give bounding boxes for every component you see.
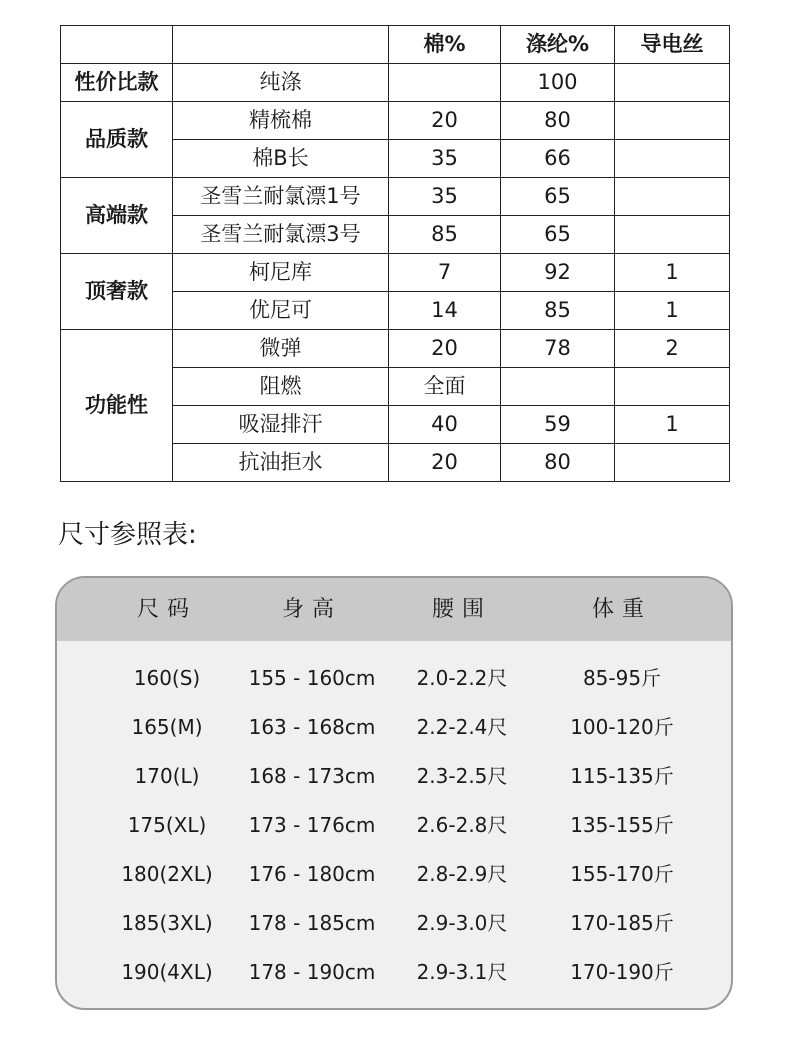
fabric-name-cell: 纯涤 <box>173 64 389 102</box>
weight-cell: 135-155斤 <box>570 813 674 837</box>
height-cell: 176 - 180cm <box>248 862 376 886</box>
size-row <box>57 752 731 801</box>
fabric-name-cell: 抗油拒水 <box>173 444 389 482</box>
category-cell: 顶奢款 <box>61 254 173 330</box>
cotton-percent-cell: 85 <box>389 216 501 254</box>
size-chart-card <box>55 576 733 1010</box>
cotton-percent-cell: 7 <box>389 254 501 292</box>
fabric-name-cell: 棉B长 <box>173 140 389 178</box>
size-cell: 190(4XL) <box>121 960 213 984</box>
fabric-name-cell: 柯尼库 <box>173 254 389 292</box>
fabric-row <box>61 64 730 102</box>
cotton-percent-cell: 20 <box>389 330 501 368</box>
size-chart-heading: 尺寸参照表: <box>58 520 197 550</box>
conductive-thread-cell: 2 <box>615 330 730 368</box>
fabric-name-header-cell <box>173 26 389 64</box>
cotton-percent-cell: 40 <box>389 406 501 444</box>
size-column-header: 尺码 <box>136 597 197 622</box>
size-cell: 170(L) <box>134 764 200 788</box>
polyester-percent-cell: 80 <box>501 102 615 140</box>
waist-cell: 2.9-3.0尺 <box>416 911 508 935</box>
waist-cell: 2.0-2.2尺 <box>416 666 508 690</box>
fabric-name-cell: 优尼可 <box>173 292 389 330</box>
cotton-percent-cell: 14 <box>389 292 501 330</box>
fabric-header-row <box>61 26 730 64</box>
polyester-percent-cell: 85 <box>501 292 615 330</box>
conductive-thread-cell <box>615 64 730 102</box>
cotton-percent-cell: 20 <box>389 444 501 482</box>
height-cell: 168 - 173cm <box>248 764 376 788</box>
fabric-name-cell: 微弹 <box>173 330 389 368</box>
cotton-percent-cell <box>389 64 501 102</box>
height-cell: 163 - 168cm <box>248 715 376 739</box>
conductive-thread-cell <box>615 216 730 254</box>
polyester-percent-cell: 92 <box>501 254 615 292</box>
height-cell: 178 - 190cm <box>248 960 376 984</box>
size-chart-header-row <box>57 578 731 641</box>
height-column-header: 身高 <box>281 597 342 622</box>
weight-cell: 115-135斤 <box>570 764 674 788</box>
polyester-percent-cell: 78 <box>501 330 615 368</box>
size-row <box>57 899 731 948</box>
conductive-thread-cell <box>615 102 730 140</box>
size-row <box>57 801 731 850</box>
cotton-percent-header: 棉% <box>389 26 501 64</box>
fabric-row <box>61 102 730 140</box>
height-cell: 178 - 185cm <box>248 911 376 935</box>
waist-cell: 2.8-2.9尺 <box>416 862 508 886</box>
conductive-thread-cell: 1 <box>615 406 730 444</box>
fabric-name-cell: 圣雪兰耐氯漂3号 <box>173 216 389 254</box>
size-row <box>57 654 731 703</box>
conductive-thread-cell <box>615 444 730 482</box>
cotton-percent-cell: 35 <box>389 178 501 216</box>
size-cell: 180(2XL) <box>121 862 213 886</box>
fabric-name-cell: 精梳棉 <box>173 102 389 140</box>
polyester-percent-cell: 80 <box>501 444 615 482</box>
fabric-composition-table <box>60 25 730 482</box>
weight-cell: 85-95斤 <box>582 666 662 690</box>
polyester-percent-cell: 66 <box>501 140 615 178</box>
fabric-table-body <box>61 26 730 482</box>
conductive-thread-cell <box>615 368 730 406</box>
category-cell: 品质款 <box>61 102 173 178</box>
size-cell: 185(3XL) <box>121 911 213 935</box>
conductive-thread-cell <box>615 178 730 216</box>
polyester-percent-cell <box>501 368 615 406</box>
weight-cell: 170-190斤 <box>570 960 674 984</box>
fabric-name-cell: 吸湿排汗 <box>173 406 389 444</box>
size-row <box>57 703 731 752</box>
weight-cell: 155-170斤 <box>570 862 674 886</box>
size-cell: 165(M) <box>131 715 203 739</box>
fabric-name-cell: 圣雪兰耐氯漂1号 <box>173 178 389 216</box>
fabric-row <box>61 178 730 216</box>
cotton-percent-cell: 全面 <box>389 368 501 406</box>
polyester-percent-cell: 59 <box>501 406 615 444</box>
category-cell: 功能性 <box>61 330 173 482</box>
cotton-percent-cell: 20 <box>389 102 501 140</box>
height-cell: 155 - 160cm <box>248 666 376 690</box>
size-row <box>57 850 731 899</box>
polyester-percent-header: 涤纶% <box>501 26 615 64</box>
height-cell: 173 - 176cm <box>248 813 376 837</box>
weight-cell: 170-185斤 <box>570 911 674 935</box>
waist-cell: 2.6-2.8尺 <box>416 813 508 837</box>
size-cell: 160(S) <box>133 666 201 690</box>
conductive-thread-header: 导电丝 <box>615 26 730 64</box>
fabric-name-cell: 阻燃 <box>173 368 389 406</box>
polyester-percent-cell: 100 <box>501 64 615 102</box>
polyester-percent-cell: 65 <box>501 178 615 216</box>
waist-cell: 2.2-2.4尺 <box>416 715 508 739</box>
fabric-row <box>61 330 730 368</box>
weight-cell: 100-120斤 <box>570 715 674 739</box>
category-cell: 性价比款 <box>61 64 173 102</box>
size-row <box>57 948 731 997</box>
conductive-thread-cell: 1 <box>615 254 730 292</box>
waist-cell: 2.9-3.1尺 <box>416 960 508 984</box>
waist-cell: 2.3-2.5尺 <box>416 764 508 788</box>
waist-column-header: 腰围 <box>431 597 492 622</box>
conductive-thread-cell <box>615 140 730 178</box>
fabric-row <box>61 254 730 292</box>
corner-header-cell <box>61 26 173 64</box>
conductive-thread-cell: 1 <box>615 292 730 330</box>
polyester-percent-cell: 65 <box>501 216 615 254</box>
size-cell: 175(XL) <box>127 813 207 837</box>
cotton-percent-cell: 35 <box>389 140 501 178</box>
category-cell: 高端款 <box>61 178 173 254</box>
weight-column-header: 体重 <box>591 597 652 622</box>
